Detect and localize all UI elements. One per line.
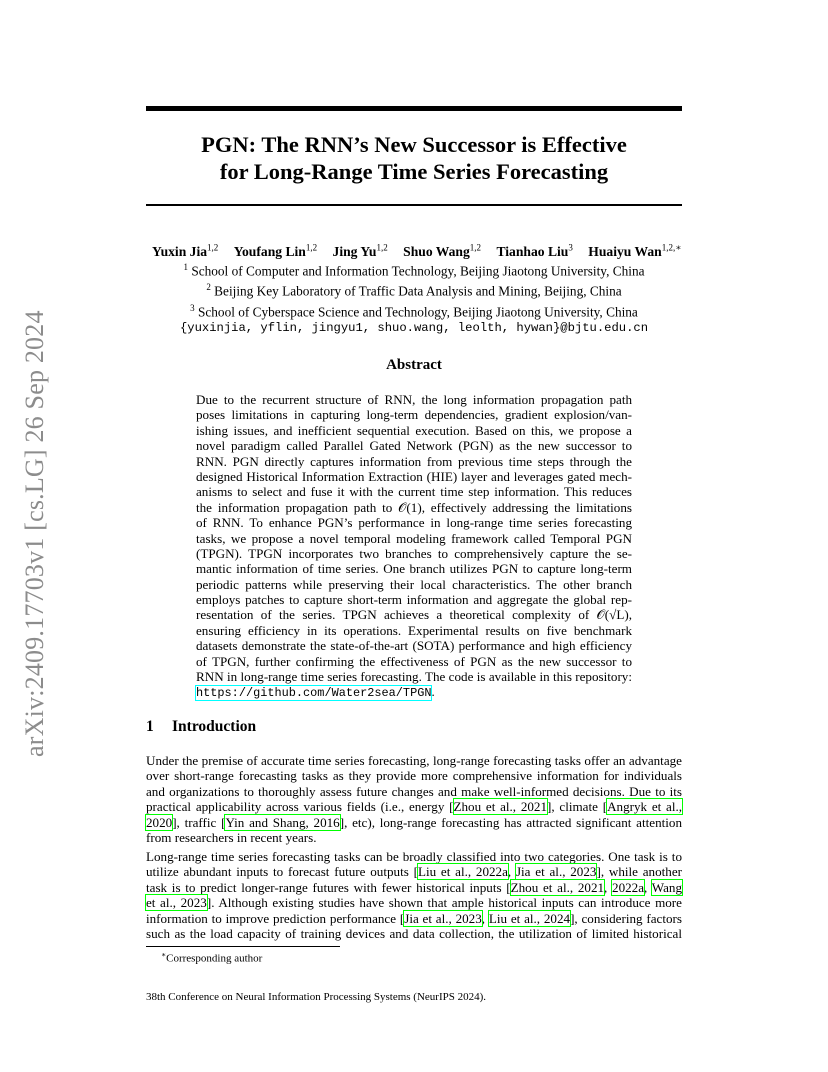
citation-link[interactable]: Yin and Shang, 2016 bbox=[225, 814, 340, 830]
text-line: utilize abundant inputs to forecast future outputs [Liu et al., 2022a, Jia et al., 2023], while another bbox=[146, 864, 682, 880]
text-line: task is to predict longer-range futures with fewer historical inputs [Zhou et al., 2021, 2022a, Wang bbox=[146, 879, 682, 895]
title-line-1: PGN: The RNN’s New Successor is Effective bbox=[201, 132, 627, 157]
title-bottom-rule bbox=[146, 204, 682, 206]
text-line: 2020], traffic [Yin and Shang, 2016], etc), long-range forecasting has attracted significant attention bbox=[146, 814, 682, 830]
citation-link[interactable]: Jia et al., 2023 bbox=[404, 910, 482, 926]
abstract-line: Due to the recurrent structure of RNN, the long information propagation path bbox=[196, 392, 632, 407]
section-heading-introduction bbox=[146, 718, 256, 736]
citation-link[interactable]: 2020 bbox=[146, 814, 173, 830]
intro-paragraph-1 bbox=[146, 753, 682, 845]
footnote: ∗Corresponding author bbox=[161, 950, 263, 965]
abstract-line: https://github.com/Water2sea/TPGN. bbox=[196, 684, 435, 701]
text-line: Under the premise of accurate time series forecasting, long-range forecasting tasks offer an advantage bbox=[146, 753, 682, 768]
citation-link[interactable]: Zhou et al., 2021 bbox=[453, 799, 548, 815]
citation-link[interactable]: 2022a bbox=[612, 879, 645, 895]
intro-paragraph-2 bbox=[146, 849, 682, 941]
abstract-line: poses limitations in capturing long-term dependencies, gradient explosion/van- bbox=[196, 407, 632, 423]
section-title: Introduction bbox=[172, 718, 257, 735]
author: Youfang Lin$^{1,2}$ bbox=[233, 242, 318, 259]
abstract-body bbox=[196, 392, 632, 700]
text-line: practical applicability across various fields (i.e., energy [Zhou et al., 2021], climate [Angryk et al., bbox=[146, 799, 683, 815]
repository-link[interactable]: https://github.com/Water2sea/TPGN bbox=[196, 686, 432, 701]
abstract-line: novel paradigm called Parallel Gated Network (PGN) as the new successor to bbox=[196, 438, 632, 454]
author-list bbox=[146, 239, 682, 260]
affiliation: $^2$ Beijing Key Laboratory of Traffic Data Analysis and Mining, Beijing, China bbox=[206, 282, 622, 299]
paper-title bbox=[146, 131, 682, 185]
citation-link[interactable]: Angryk et al., bbox=[607, 799, 683, 815]
abstract-line: (TPGN). TPGN incorporates two branches to comprehensively capture the se- bbox=[196, 545, 632, 561]
abstract-line: tasks, we propose a novel temporal modeling framework called Temporal PGN bbox=[196, 530, 632, 546]
abstract-line: mantic information of time series. One branch utilizes PGN to capture long-term bbox=[196, 561, 632, 577]
title-line-2: for Long-Range Time Series Forecasting bbox=[219, 159, 609, 184]
text-line: Long-range time series forecasting tasks can be broadly classified into two categories. One task is to bbox=[146, 849, 682, 864]
abstract-line: of TPGN, further confirming the effectiveness of PGN as the new successor to bbox=[196, 653, 632, 669]
abstract-line: resentation of the series. TPGN achieves a theoretical complexity of 𝒪(√L), bbox=[196, 607, 632, 623]
text-line: et al., 2023]. Although existing studies have shown that ample historical inputs can introduce more bbox=[146, 895, 682, 911]
affiliation: $^1$ School of Computer and Information Technology, Beijing Jiaotong University, China bbox=[183, 262, 645, 279]
abstract-line: RNN in long-range time series forecasting. The code is available in this repository: bbox=[196, 669, 632, 685]
author: Huaiyu Wan$^{1,2,∗}$ bbox=[588, 242, 682, 259]
abstract-line: ensuring efficiency in its operations. Experimental results on five benchmark bbox=[196, 622, 632, 638]
citation-link[interactable]: Zhou et al., 2021 bbox=[510, 879, 605, 895]
abstract-line: datasets demonstrate the state-of-the-art (SOTA) performance and high efficiency bbox=[196, 638, 632, 654]
text-line: from researchers in recent years. bbox=[146, 829, 317, 845]
author: Jing Yu$^{1,2}$ bbox=[332, 242, 388, 259]
section-number: 1 bbox=[146, 718, 154, 735]
affiliations bbox=[146, 259, 682, 337]
abstract-line: designed Historical Information Extraction (HIE) layer and leverages gated mech- bbox=[196, 468, 632, 484]
abstract-line: anisms to select and fuse it with the current time step information. This reduces bbox=[196, 484, 632, 500]
author: Shuo Wang$^{1,2}$ bbox=[403, 242, 482, 259]
abstract-line: periodic patterns while preserving their local characteristics. The other branch bbox=[196, 576, 632, 592]
citation-link[interactable]: Liu et al., 2024 bbox=[488, 910, 571, 926]
conference-note: 38th Conference on Neural Information Processing Systems (NeurIPS 2024). bbox=[146, 991, 487, 1003]
citation-link[interactable]: Jia et al., 2023 bbox=[515, 864, 597, 880]
author: Tianhao Liu$^3$ bbox=[496, 242, 573, 259]
text-line: information to improve prediction performance [Jia et al., 2023, Liu et al., 2024], considering factors bbox=[146, 910, 682, 926]
title-top-rule bbox=[146, 106, 682, 111]
author-emails: {yuxinjia, yflin, jingyu1, shuo.wang, leolth, hywan}@bjtu.edu.cn bbox=[179, 321, 649, 336]
author: Yuxin Jia$^{1,2}$ bbox=[152, 242, 219, 259]
abstract-line: the information propagation path to 𝒪(1), effectively addressing the limitations bbox=[196, 499, 632, 515]
abstract-line: RNN. PGN directly captures information from previous time steps through the bbox=[196, 453, 632, 469]
affiliation: $^3$ School of Cyberspace Science and Technology, Beijing Jiaotong University, China bbox=[190, 302, 638, 320]
abstract-line: ishing issues, and inefficient sequential execution. Based on this, we propose a bbox=[196, 422, 632, 438]
text-line: over short-range forecasting tasks as they provide more comprehensive information for individuals bbox=[146, 768, 682, 784]
arxiv-identifier: arXiv:2409.17703v1 [cs.LG] 26 Sep 2024 bbox=[20, 310, 49, 757]
citation-link[interactable]: Wang bbox=[651, 879, 682, 895]
abstract-heading: Abstract bbox=[386, 357, 442, 373]
citation-link[interactable]: Liu et al., 2022a bbox=[417, 864, 508, 880]
abstract-line: of RNN. To enhance PGN’s performance in long-range time series forecasting bbox=[196, 515, 632, 531]
text-line: such as the load capacity of training devices and data collection, the utilization of limited historical bbox=[146, 925, 682, 941]
text-line: and organizations to thoroughly assess future changes and make well-informed decisions. Due to its bbox=[146, 783, 682, 799]
citation-link[interactable]: et al., 2023 bbox=[146, 895, 207, 911]
abstract-line: employs patches to capture short-term information and aggregate the global rep- bbox=[196, 592, 632, 608]
footnote-rule bbox=[146, 946, 340, 947]
